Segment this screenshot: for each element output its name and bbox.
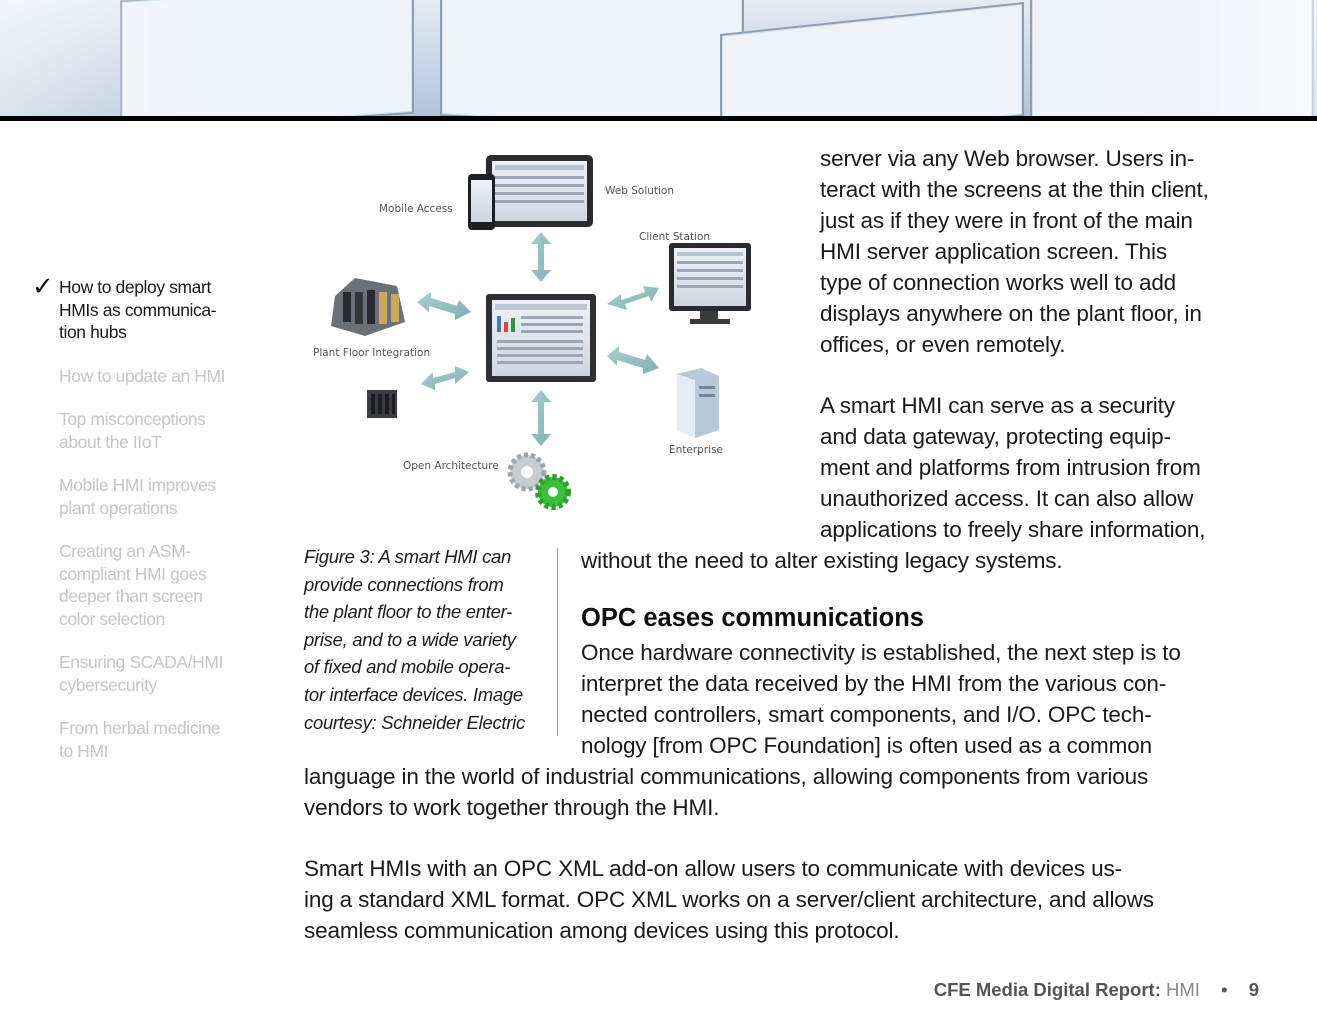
nav-item-update-hmi[interactable]: How to update an HMI — [59, 365, 226, 386]
paragraph-line: A smart HMI can serve as a security — [820, 393, 1175, 418]
paragraph-line: and data gateway, protecting equip- — [820, 424, 1171, 449]
paragraph-line: teract with the screens at the thin client, — [820, 177, 1209, 202]
paragraph-line: HMI server application screen. This — [820, 239, 1167, 264]
gear-icon — [510, 455, 568, 507]
paragraph-line: Once hardware connectivity is established, the next step is to — [581, 640, 1181, 665]
header-rule — [0, 116, 1317, 121]
nav-item-deploy-smart-hmis[interactable]: How to deploy smart HMIs as communica- tion hubs — [59, 277, 217, 342]
paragraph-line: type of connection works well to add — [820, 270, 1177, 295]
label-mobile-access: Mobile Access — [379, 203, 453, 215]
paragraph-line: nected controllers, smart components, and I/O. OPC tech- — [581, 702, 1152, 727]
checkmark-icon: ✓ — [32, 272, 54, 302]
enterprise-server — [677, 368, 719, 438]
page-footer — [934, 979, 1259, 1001]
paragraph-line: just as if they were in front of the main — [820, 208, 1193, 233]
report-nav — [32, 272, 247, 783]
label-plant-floor-integration: Plant Floor Integration — [313, 347, 431, 359]
footer-publication: CFE Media Digital Report: — [933, 979, 1161, 1000]
footer-separator: • — [1221, 979, 1228, 1000]
nav-item-asm-compliant-hmi[interactable]: Creating an ASM- compliant HMI goes deeper than screen color selection — [59, 541, 207, 629]
label-enterprise: Enterprise — [669, 444, 724, 456]
label-open-architecture: Open Architecture — [403, 460, 499, 472]
header-banner — [0, 0, 1317, 116]
nav-item-scada-cybersecurity[interactable]: Ensuring SCADA/HMI cybersecurity — [59, 652, 223, 695]
section-heading: OPC eases communications — [581, 604, 924, 632]
diagram-svg — [305, 146, 785, 526]
nav-item-herbal-medicine[interactable]: From herbal medicine to HMI — [59, 718, 221, 761]
paragraph-line: ing a standard XML format. OPC XML works on a server/client architecture, and allows — [304, 887, 1154, 912]
smart-hmi-diagram — [305, 146, 785, 526]
nav-item-iiot-misconceptions[interactable]: Top misconceptions about the IIoT — [59, 409, 206, 452]
caption-divider — [557, 548, 558, 736]
client-station-monitor — [669, 243, 751, 324]
label-client-station: Client Station — [639, 231, 711, 243]
paragraph-line: seamless communication among devices using this protocol. — [304, 918, 900, 943]
paragraph-line: language in the world of industrial communications, allowing components from various — [304, 764, 1149, 789]
paragraph-line: ment and platforms from intrusion from — [820, 455, 1201, 480]
figure-caption: Figure 3: A smart HMI can provide connections from the plant floor to the enter- prise, and to a wide variety of fixed and mobile opera- tor interface devices. Image courtesy: Schneider Electric — [304, 546, 525, 733]
mobile-access-devices — [468, 155, 593, 230]
paragraph-line: vendors to work together through the HMI. — [304, 795, 720, 820]
paragraph-line: displays anywhere on the plant floor, in — [820, 301, 1202, 326]
page-number: 9 — [1248, 979, 1259, 1000]
footer-topic: HMI — [1166, 979, 1200, 1000]
paragraph-line: without the need to alter existing legacy systems. — [581, 548, 1063, 573]
central-hmi-monitor — [486, 294, 596, 382]
nav-item-mobile-hmi[interactable]: Mobile HMI improves plant operations — [59, 475, 216, 518]
paragraph-line: server via any Web browser. Users in- — [820, 146, 1195, 171]
paragraph-line: nology [from OPC Foundation] is often used as a common — [581, 733, 1152, 758]
paragraph-line: unauthorized access. It can also allow — [820, 486, 1194, 511]
io-module — [367, 390, 397, 418]
paragraph-line: Smart HMIs with an OPC XML add-on allow users to communicate with devices us- — [304, 856, 1122, 881]
paragraph-line: offices, or even remotely. — [820, 332, 1066, 357]
paragraph-line: applications to freely share information, — [820, 517, 1206, 542]
label-web-solution: Web Solution — [605, 185, 675, 197]
paragraph-line: interpret the data received by the HMI from the various con- — [581, 671, 1167, 696]
plant-floor-plc — [331, 278, 405, 336]
